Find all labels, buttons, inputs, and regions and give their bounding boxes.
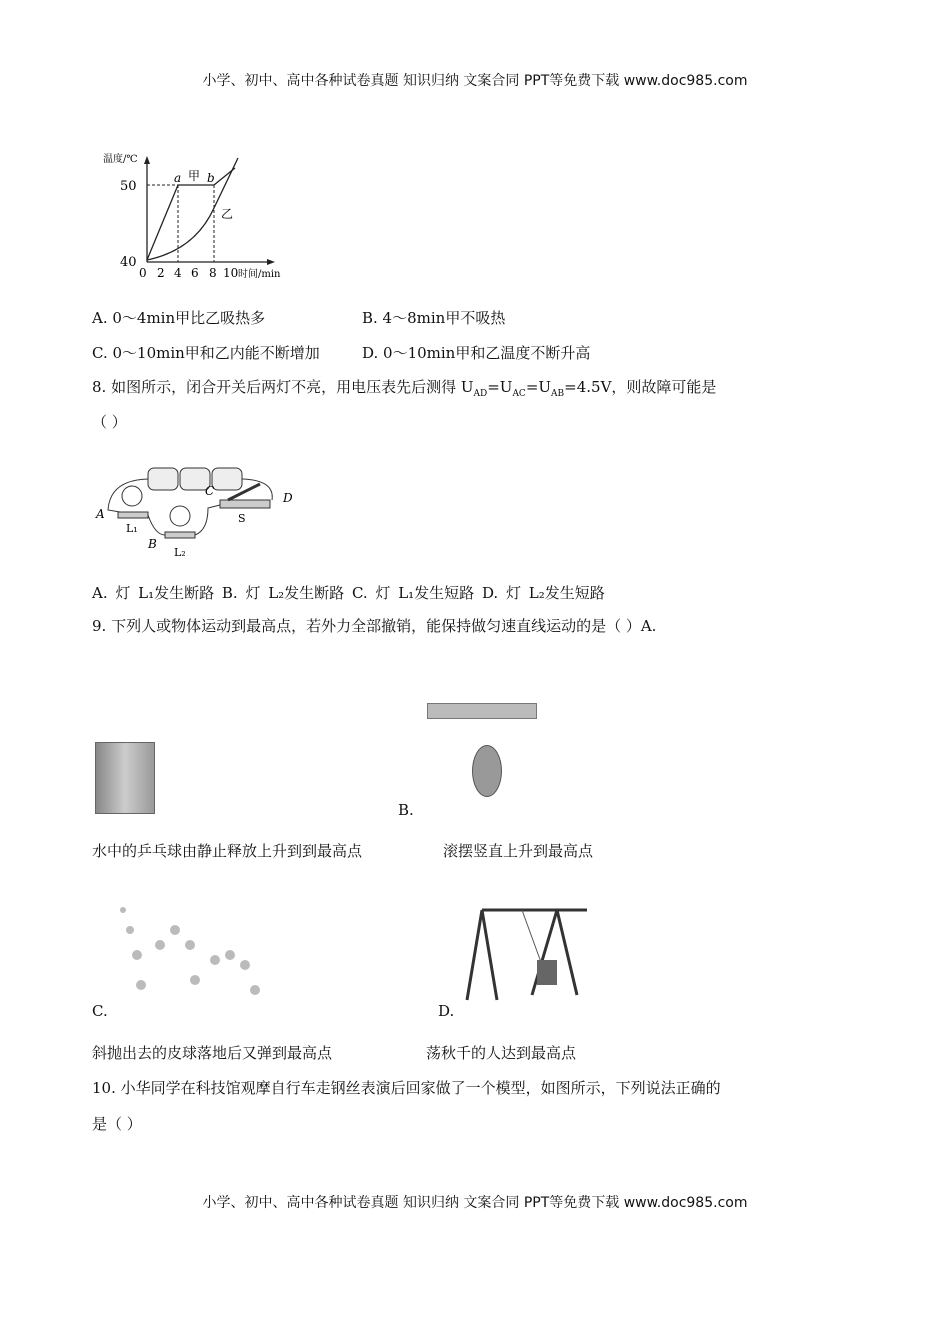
q9-option-b-label: B. xyxy=(398,801,414,819)
q7-option-c: C. 0～10min甲和乙内能不断增加 xyxy=(92,344,320,362)
bouncing-ball-image xyxy=(115,905,270,1005)
series-yi-label: 乙 xyxy=(221,207,234,221)
switch-label: S xyxy=(238,512,246,525)
x-tick: 10 xyxy=(223,266,239,280)
subscript: AB xyxy=(551,389,565,399)
q7-option-d: D. 0～10min甲和乙温度不断升高 xyxy=(362,344,591,362)
q7-option-b: B. 4～8min甲不吸热 xyxy=(362,309,506,327)
maxwell-wheel-image xyxy=(427,703,537,719)
q9-caption-a: 水中的乒乓球由静止释放上升到到最高点 xyxy=(92,842,363,860)
point-a-label: a xyxy=(174,171,182,185)
beaker-image xyxy=(95,742,155,814)
q8-options: A. 灯 L₁发生断路 B. 灯 L₂发生断路 C. 灯 L₁发生短路 D. 灯 L₂发生短路 xyxy=(92,584,605,602)
q8-answer-paren: （ ） xyxy=(92,413,127,431)
series-jia-label: 甲 xyxy=(188,169,201,183)
q9-stem: 9. 下列人或物体运动到最高点，若外力全部撤销，能保持做匀速直线运动的是（ ）A. xyxy=(92,617,657,635)
q9-option-d-label: D. xyxy=(438,1002,455,1020)
y-tick: 40 xyxy=(120,255,137,270)
q8-stem-text: =4.5V，则故障可能是 xyxy=(564,378,717,396)
node-d-label: D xyxy=(283,491,293,505)
q7-option-a: A. 0～4min甲比乙吸热多 xyxy=(92,309,266,327)
x-tick: 8 xyxy=(209,266,217,280)
node-a-label: A xyxy=(96,507,105,521)
q8-stem-text: =U xyxy=(525,378,552,396)
q9-caption-d: 荡秋千的人达到最高点 xyxy=(426,1044,577,1062)
page-header: 小学、初中、高中各种试卷真题 知识归纳 文案合同 PPT等免费下载 www.doc985.com xyxy=(202,73,748,89)
page-footer: 小学、初中、高中各种试卷真题 知识归纳 文案合同 PPT等免费下载 www.doc985.com xyxy=(202,1195,748,1211)
temperature-time-graph xyxy=(95,150,315,280)
x-tick: 0 xyxy=(139,266,147,280)
q8-stem xyxy=(92,376,716,399)
q9-option-c-label: C. xyxy=(92,1002,108,1020)
x-tick: 2 xyxy=(157,266,165,280)
swing-image xyxy=(462,905,592,1005)
node-c-label: C xyxy=(205,484,215,498)
subscript: AC xyxy=(512,389,526,399)
q10-stem-line2: 是（ ） xyxy=(92,1115,142,1133)
x-axis-label: 时间/min xyxy=(238,269,281,280)
x-tick: 6 xyxy=(191,266,199,280)
wheel-disc xyxy=(472,745,502,797)
q8-stem-text: =U xyxy=(487,378,513,396)
node-b-label: B xyxy=(148,537,157,551)
subscript: AD xyxy=(473,389,488,399)
point-b-label: b xyxy=(207,171,215,185)
y-axis-label: 温度/℃ xyxy=(103,154,138,165)
lamp-l1-label: L₁ xyxy=(126,522,138,535)
y-tick: 50 xyxy=(120,179,137,194)
q9-caption-c: 斜抛出去的皮球落地后又弹到最高点 xyxy=(92,1044,333,1062)
lamp-l2-label: L₂ xyxy=(174,546,186,559)
q8-stem-text: 8. 如图所示，闭合开关后两灯不亮，用电压表先后测得 U xyxy=(92,378,474,396)
q9-caption-b: 滚摆竖直上升到最高点 xyxy=(443,842,594,860)
q10-stem-line1: 10. 小华同学在科技馆观摩自行车走钢丝表演后回家做了一个模型，如图所示，下列说法正确的 xyxy=(92,1079,721,1097)
x-tick: 4 xyxy=(174,266,182,280)
circuit-diagram xyxy=(90,440,305,565)
